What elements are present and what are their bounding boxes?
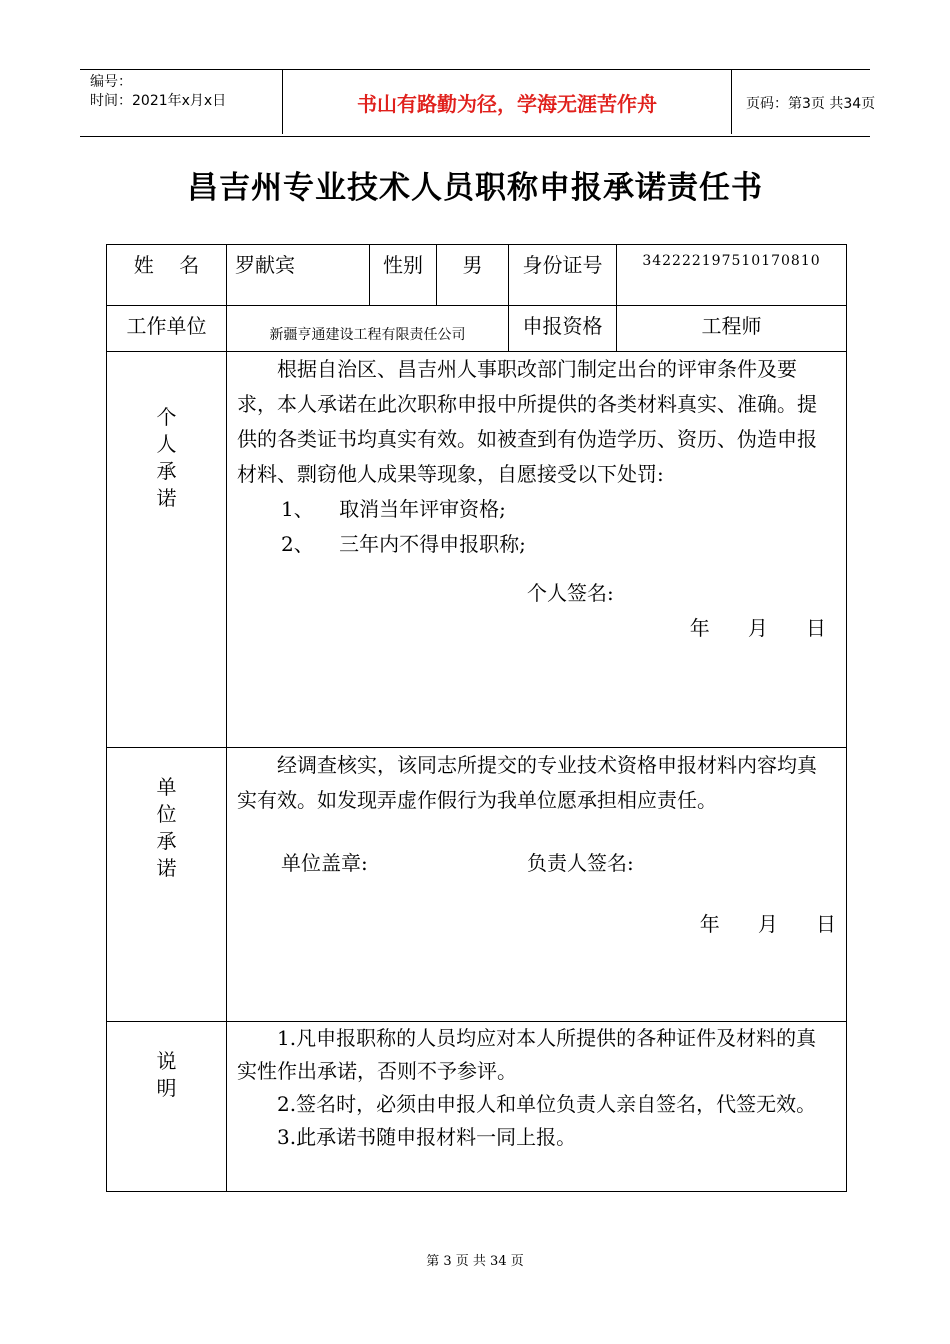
unit-paragraph: 经调查核实，该同志所提交的专业技术资格申报材料内容均真实有效。如发现弄虚作假行为我单位愿承担相应责任。 <box>237 753 817 812</box>
penalty-item-2: 2、 三年内不得申报职称; <box>281 532 526 556</box>
gender-value: 男 <box>437 245 509 306</box>
name-value: 罗献宾 <box>227 245 370 306</box>
row-notes <box>107 1022 847 1192</box>
row-personal-commitment <box>107 352 847 748</box>
qualification-label: 申报资格 <box>509 306 617 352</box>
row-personal-info <box>107 245 847 306</box>
page-footer: 第 3 页 共 34 页 <box>426 1254 524 1269</box>
header-page-label: 页码：第3页 共34页 <box>746 96 876 112</box>
id-label: 身份证号 <box>509 245 617 306</box>
time-label: 时间：2021年x月x日 <box>90 93 227 109</box>
header-meta <box>80 70 280 136</box>
unit-label: 工作单位 <box>107 306 227 352</box>
note-1: 1.凡申报职称的人员均应对本人所提供的各种证件及材料的真实性作出承诺，否则不予参评。 <box>237 1026 817 1083</box>
personal-signature-label: 个人签名: <box>527 581 614 605</box>
name-label: 姓 名 <box>107 245 227 306</box>
qualification-value: 工程师 <box>617 306 847 352</box>
leader-signature-label: 负责人签名: <box>527 851 634 875</box>
penalty-item-1: 1、 取消当年评审资格; <box>281 497 506 521</box>
header-motto: 书山有路勤为径，学海无涯苦作舟 <box>282 70 732 134</box>
personal-date: 年 月 日 <box>689 616 826 640</box>
row-unit-commitment <box>107 748 847 1022</box>
unit-commitment-body <box>227 748 847 1022</box>
note-3: 3.此承诺书随申报材料一同上报。 <box>277 1125 577 1149</box>
page-header <box>80 69 876 137</box>
unit-date: 年 月 日 <box>699 912 836 936</box>
number-label: 编号： <box>90 74 132 90</box>
unit-value: 新疆亨通建设工程有限责任公司 <box>227 306 509 352</box>
row-unit-info <box>107 306 847 352</box>
personal-commitment-label: 个 人 承 诺 <box>107 352 227 748</box>
notes-label: 说 明 <box>107 1022 227 1192</box>
id-value: 342222197510170810 <box>617 245 847 306</box>
personal-paragraph: 根据自治区、昌吉州人事职改部门制定出台的评审条件及要求，本人承诺在此次职称申报中所提供的各类材料真实、准确。提供的各类证书均真实有效。如被查到有伪造学历、资历、伪造申报材料、剽窃他人成果等现象，自愿接受以下处罚: <box>237 357 817 486</box>
document-title: 昌吉州专业技术人员职称申报承诺责任书 <box>187 170 763 206</box>
unit-seal-label: 单位盖章: <box>281 851 368 875</box>
gender-label: 性别 <box>370 245 437 306</box>
unit-commitment-label: 单 位 承 诺 <box>107 748 227 1022</box>
note-2: 2.签名时，必须由申报人和单位负责人亲自签名，代签无效。 <box>277 1092 817 1116</box>
personal-commitment-body <box>227 352 847 748</box>
commitment-form <box>106 244 847 1192</box>
notes-body <box>227 1022 847 1192</box>
